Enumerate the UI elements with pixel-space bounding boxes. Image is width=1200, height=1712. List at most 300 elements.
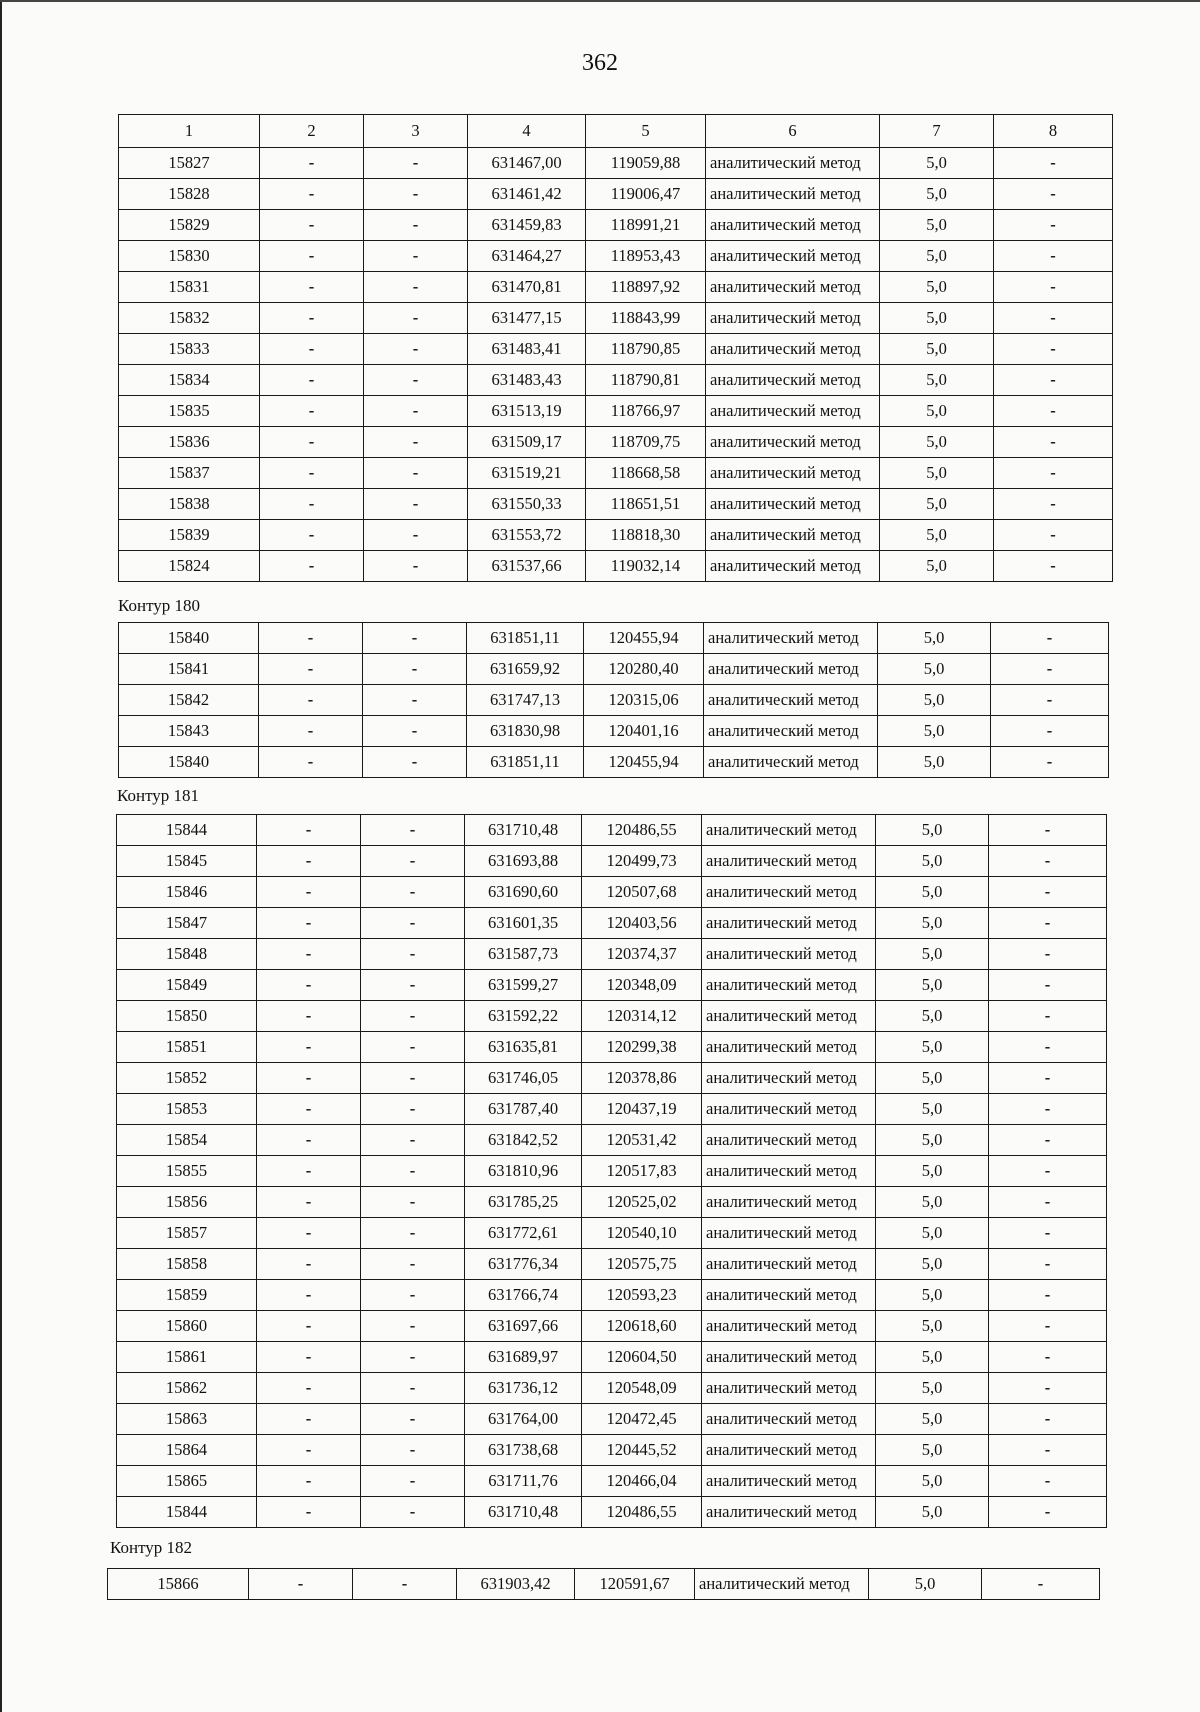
method-cell: аналитический метод <box>706 396 880 427</box>
col3-cell: - <box>364 365 468 396</box>
method-cell: аналитический метод <box>702 1156 876 1187</box>
col2-cell: - <box>257 1466 361 1497</box>
coord-x-cell: 631851,11 <box>467 623 584 654</box>
coord-x-cell: 631710,48 <box>465 1497 582 1528</box>
table-row <box>117 846 1107 877</box>
table-row <box>119 551 1113 582</box>
accuracy-cell: 5,0 <box>876 1404 989 1435</box>
method-cell: аналитический метод <box>702 1342 876 1373</box>
point-number-cell: 15832 <box>119 303 260 334</box>
method-cell: аналитический метод <box>702 1435 876 1466</box>
method-cell: аналитический метод <box>695 1569 869 1600</box>
coord-x-cell: 631710,48 <box>465 815 582 846</box>
col8-cell: - <box>994 489 1113 520</box>
col8-cell: - <box>989 1001 1107 1032</box>
col3-cell: - <box>361 939 465 970</box>
accuracy-cell: 5,0 <box>876 1373 989 1404</box>
col8-cell: - <box>989 1342 1107 1373</box>
accuracy-cell: 5,0 <box>880 489 994 520</box>
col8-cell: - <box>994 241 1113 272</box>
col2-cell: - <box>259 747 363 778</box>
col8-cell: - <box>989 1063 1107 1094</box>
col2-cell: - <box>257 1497 361 1528</box>
table-row <box>119 489 1113 520</box>
point-number-cell: 15853 <box>117 1094 257 1125</box>
point-number-cell: 15855 <box>117 1156 257 1187</box>
col3-cell: - <box>361 1435 465 1466</box>
method-cell: аналитический метод <box>702 939 876 970</box>
accuracy-cell: 5,0 <box>878 747 991 778</box>
point-number-cell: 15864 <box>117 1435 257 1466</box>
scan-edge-top <box>0 0 1200 2</box>
col2-cell: - <box>257 1032 361 1063</box>
coord-x-cell: 631461,42 <box>468 179 586 210</box>
coord-x-cell: 631903,42 <box>457 1569 575 1600</box>
point-number-cell: 15844 <box>117 815 257 846</box>
col8-cell: - <box>991 716 1109 747</box>
point-number-cell: 15846 <box>117 877 257 908</box>
accuracy-cell: 5,0 <box>880 241 994 272</box>
accuracy-cell: 5,0 <box>876 877 989 908</box>
method-cell: аналитический метод <box>702 1094 876 1125</box>
col3-cell: - <box>361 908 465 939</box>
point-number-cell: 15861 <box>117 1342 257 1373</box>
accuracy-cell: 5,0 <box>876 846 989 877</box>
point-number-cell: 15834 <box>119 365 260 396</box>
col3-cell: - <box>364 551 468 582</box>
method-cell: аналитический метод <box>704 747 878 778</box>
method-cell: аналитический метод <box>706 241 880 272</box>
coord-y-cell: 120403,56 <box>582 908 702 939</box>
col2-cell: - <box>257 1373 361 1404</box>
coord-y-cell: 118897,92 <box>586 272 706 303</box>
accuracy-cell: 5,0 <box>876 1125 989 1156</box>
accuracy-cell: 5,0 <box>876 1094 989 1125</box>
point-number-cell: 15849 <box>117 970 257 1001</box>
point-number-cell: 15842 <box>119 685 259 716</box>
point-number-cell: 15866 <box>108 1569 249 1600</box>
col3-cell: - <box>361 1218 465 1249</box>
accuracy-cell: 5,0 <box>880 427 994 458</box>
scan-edge-left <box>0 0 2 1712</box>
col3-cell: - <box>363 654 467 685</box>
accuracy-cell: 5,0 <box>880 179 994 210</box>
point-number-cell: 15837 <box>119 458 260 489</box>
coord-y-cell: 120604,50 <box>582 1342 702 1373</box>
coord-y-cell: 120348,09 <box>582 970 702 1001</box>
accuracy-cell: 5,0 <box>876 1435 989 1466</box>
method-cell: аналитический метод <box>706 303 880 334</box>
col2-cell: - <box>257 1125 361 1156</box>
col3-cell: - <box>361 877 465 908</box>
col2-cell: - <box>257 1280 361 1311</box>
table-row <box>117 1373 1107 1404</box>
col2-cell: - <box>257 1187 361 1218</box>
coord-y-cell: 120486,55 <box>582 815 702 846</box>
contour-label: Контур 182 <box>110 1538 193 1557</box>
col8-cell: - <box>989 877 1107 908</box>
col3-cell: - <box>364 303 468 334</box>
point-number-cell: 15840 <box>119 623 259 654</box>
accuracy-cell: 5,0 <box>876 1249 989 1280</box>
method-cell: аналитический метод <box>706 334 880 365</box>
coord-y-cell: 120314,12 <box>582 1001 702 1032</box>
header-cell: 7 <box>880 115 994 148</box>
table-row <box>119 427 1113 458</box>
col2-cell: - <box>259 716 363 747</box>
table-row <box>119 396 1113 427</box>
point-number-cell: 15827 <box>119 148 260 179</box>
col3-cell: - <box>364 396 468 427</box>
table-row <box>119 241 1113 272</box>
col3-cell: - <box>364 520 468 551</box>
coord-x-cell: 631693,88 <box>465 846 582 877</box>
coord-y-cell: 118790,81 <box>586 365 706 396</box>
col2-cell: - <box>260 148 364 179</box>
coord-y-cell: 120455,94 <box>584 747 704 778</box>
accuracy-cell: 5,0 <box>876 1156 989 1187</box>
col8-cell: - <box>989 815 1107 846</box>
col8-cell: - <box>989 939 1107 970</box>
point-number-cell: 15854 <box>117 1125 257 1156</box>
method-cell: аналитический метод <box>704 654 878 685</box>
table-row <box>117 1311 1107 1342</box>
method-cell: аналитический метод <box>702 908 876 939</box>
coord-x-cell: 631810,96 <box>465 1156 582 1187</box>
accuracy-cell: 5,0 <box>878 623 991 654</box>
method-cell: аналитический метод <box>706 365 880 396</box>
coord-x-cell: 631553,72 <box>468 520 586 551</box>
col8-cell: - <box>994 210 1113 241</box>
point-number-cell: 15847 <box>117 908 257 939</box>
col2-cell: - <box>260 489 364 520</box>
col2-cell: - <box>257 877 361 908</box>
coord-x-cell: 631467,00 <box>468 148 586 179</box>
method-cell: аналитический метод <box>706 551 880 582</box>
accuracy-cell: 5,0 <box>876 1342 989 1373</box>
contour-label: Контур 181 <box>117 786 200 805</box>
col8-cell: - <box>994 551 1113 582</box>
table-row <box>117 1497 1107 1528</box>
coord-y-cell: 119006,47 <box>586 179 706 210</box>
col2-cell: - <box>260 520 364 551</box>
col8-cell: - <box>991 747 1109 778</box>
point-number-cell: 15859 <box>117 1280 257 1311</box>
coord-y-cell: 120472,45 <box>582 1404 702 1435</box>
method-cell: аналитический метод <box>702 1001 876 1032</box>
col2-cell: - <box>257 846 361 877</box>
col3-cell: - <box>361 1466 465 1497</box>
method-cell: аналитический метод <box>702 1497 876 1528</box>
coord-y-cell: 120299,38 <box>582 1032 702 1063</box>
col3-cell: - <box>361 1342 465 1373</box>
table-row <box>117 1280 1107 1311</box>
coord-y-cell: 120525,02 <box>582 1187 702 1218</box>
coord-y-cell: 120591,67 <box>575 1569 695 1600</box>
point-number-cell: 15863 <box>117 1404 257 1435</box>
point-number-cell: 15831 <box>119 272 260 303</box>
col3-cell: - <box>353 1569 457 1600</box>
col3-cell: - <box>364 272 468 303</box>
col2-cell: - <box>260 551 364 582</box>
col3-cell: - <box>364 148 468 179</box>
coord-y-cell: 120531,42 <box>582 1125 702 1156</box>
header-row <box>119 115 1113 148</box>
point-number-cell: 15836 <box>119 427 260 458</box>
col8-cell: - <box>989 1497 1107 1528</box>
col3-cell: - <box>361 1094 465 1125</box>
accuracy-cell: 5,0 <box>876 1497 989 1528</box>
col3-cell: - <box>364 489 468 520</box>
accuracy-cell: 5,0 <box>876 1466 989 1497</box>
table-row <box>119 210 1113 241</box>
method-cell: аналитический метод <box>706 489 880 520</box>
method-cell: аналитический метод <box>706 520 880 551</box>
table-row <box>108 1569 1100 1600</box>
table-row <box>119 520 1113 551</box>
col3-cell: - <box>361 1125 465 1156</box>
col3-cell: - <box>361 1404 465 1435</box>
point-number-cell: 15851 <box>117 1032 257 1063</box>
coord-x-cell: 631519,21 <box>468 458 586 489</box>
col8-cell: - <box>994 458 1113 489</box>
accuracy-cell: 5,0 <box>876 1187 989 1218</box>
coord-x-cell: 631513,19 <box>468 396 586 427</box>
point-number-cell: 15843 <box>119 716 259 747</box>
coord-y-cell: 120466,04 <box>582 1466 702 1497</box>
header-cell: 2 <box>260 115 364 148</box>
coord-x-cell: 631659,92 <box>467 654 584 685</box>
coord-x-cell: 631550,33 <box>468 489 586 520</box>
page-number: 362 <box>582 50 618 76</box>
col3-cell: - <box>361 1001 465 1032</box>
col3-cell: - <box>361 1063 465 1094</box>
col3-cell: - <box>364 458 468 489</box>
coord-x-cell: 631851,11 <box>467 747 584 778</box>
table-row <box>119 716 1109 747</box>
point-number-cell: 15862 <box>117 1373 257 1404</box>
method-cell: аналитический метод <box>702 1466 876 1497</box>
accuracy-cell: 5,0 <box>876 815 989 846</box>
coord-y-cell: 120445,52 <box>582 1435 702 1466</box>
col8-cell: - <box>994 334 1113 365</box>
method-cell: аналитический метод <box>706 179 880 210</box>
coord-y-cell: 118651,51 <box>586 489 706 520</box>
col2-cell: - <box>260 427 364 458</box>
method-cell: аналитический метод <box>702 846 876 877</box>
header-cell: 8 <box>994 115 1113 148</box>
method-cell: аналитический метод <box>702 1373 876 1404</box>
col8-cell: - <box>989 1435 1107 1466</box>
col8-cell: - <box>989 1311 1107 1342</box>
coord-x-cell: 631689,97 <box>465 1342 582 1373</box>
col3-cell: - <box>361 1032 465 1063</box>
table-row <box>119 685 1109 716</box>
coord-y-cell: 120280,40 <box>584 654 704 685</box>
col2-cell: - <box>260 272 364 303</box>
col3-cell: - <box>363 623 467 654</box>
coord-y-cell: 120540,10 <box>582 1218 702 1249</box>
point-number-cell: 15838 <box>119 489 260 520</box>
coord-y-cell: 119059,88 <box>586 148 706 179</box>
coord-y-cell: 118991,21 <box>586 210 706 241</box>
table-row <box>119 747 1109 778</box>
coord-x-cell: 631537,66 <box>468 551 586 582</box>
coord-y-cell: 118843,99 <box>586 303 706 334</box>
accuracy-cell: 5,0 <box>876 1280 989 1311</box>
table-row <box>119 272 1113 303</box>
table-row <box>117 1404 1107 1435</box>
col3-cell: - <box>361 1311 465 1342</box>
col2-cell: - <box>260 210 364 241</box>
coord-x-cell: 631746,05 <box>465 1063 582 1094</box>
table-row <box>117 1063 1107 1094</box>
coord-y-cell: 120378,86 <box>582 1063 702 1094</box>
table-row <box>119 458 1113 489</box>
coord-x-cell: 631483,43 <box>468 365 586 396</box>
col2-cell: - <box>260 334 364 365</box>
point-number-cell: 15833 <box>119 334 260 365</box>
coord-x-cell: 631599,27 <box>465 970 582 1001</box>
point-number-cell: 15845 <box>117 846 257 877</box>
point-number-cell: 15844 <box>117 1497 257 1528</box>
col8-cell: - <box>989 1373 1107 1404</box>
col3-cell: - <box>361 1280 465 1311</box>
coord-y-cell: 120618,60 <box>582 1311 702 1342</box>
accuracy-cell: 5,0 <box>876 970 989 1001</box>
col3-cell: - <box>364 179 468 210</box>
col3-cell: - <box>361 1156 465 1187</box>
col2-cell: - <box>257 1001 361 1032</box>
table-row <box>119 179 1113 210</box>
method-cell: аналитический метод <box>702 877 876 908</box>
col3-cell: - <box>361 1249 465 1280</box>
accuracy-cell: 5,0 <box>876 1311 989 1342</box>
coord-y-cell: 119032,14 <box>586 551 706 582</box>
point-number-cell: 15835 <box>119 396 260 427</box>
col2-cell: - <box>260 241 364 272</box>
col8-cell: - <box>991 623 1109 654</box>
point-number-cell: 15850 <box>117 1001 257 1032</box>
point-number-cell: 15852 <box>117 1063 257 1094</box>
col2-cell: - <box>257 970 361 1001</box>
col2-cell: - <box>257 1063 361 1094</box>
method-cell: аналитический метод <box>704 623 878 654</box>
col2-cell: - <box>257 939 361 970</box>
col3-cell: - <box>364 427 468 458</box>
coord-x-cell: 631477,15 <box>468 303 586 334</box>
coord-x-cell: 631483,41 <box>468 334 586 365</box>
accuracy-cell: 5,0 <box>878 716 991 747</box>
header-cell: 6 <box>706 115 880 148</box>
point-number-cell: 15841 <box>119 654 259 685</box>
table-row <box>117 970 1107 1001</box>
accuracy-cell: 5,0 <box>880 365 994 396</box>
coord-x-cell: 631766,74 <box>465 1280 582 1311</box>
col8-cell: - <box>989 1249 1107 1280</box>
coord-x-cell: 631772,61 <box>465 1218 582 1249</box>
coord-x-cell: 631764,00 <box>465 1404 582 1435</box>
point-number-cell: 15856 <box>117 1187 257 1218</box>
table-row <box>117 1001 1107 1032</box>
accuracy-cell: 5,0 <box>880 520 994 551</box>
col2-cell: - <box>257 1249 361 1280</box>
col2-cell: - <box>259 654 363 685</box>
col8-cell: - <box>989 1094 1107 1125</box>
col8-cell: - <box>989 908 1107 939</box>
header-cell: 5 <box>586 115 706 148</box>
col2-cell: - <box>260 365 364 396</box>
coord-y-cell: 120575,75 <box>582 1249 702 1280</box>
accuracy-cell: 5,0 <box>878 654 991 685</box>
accuracy-cell: 5,0 <box>878 685 991 716</box>
col3-cell: - <box>363 716 467 747</box>
method-cell: аналитический метод <box>702 1249 876 1280</box>
point-number-cell: 15829 <box>119 210 260 241</box>
coord-y-cell: 120486,55 <box>582 1497 702 1528</box>
method-cell: аналитический метод <box>704 685 878 716</box>
coord-y-cell: 120507,68 <box>582 877 702 908</box>
coord-x-cell: 631459,83 <box>468 210 586 241</box>
point-number-cell: 15840 <box>119 747 259 778</box>
col8-cell: - <box>994 365 1113 396</box>
col3-cell: - <box>361 1497 465 1528</box>
method-cell: аналитический метод <box>706 148 880 179</box>
coord-y-cell: 118709,75 <box>586 427 706 458</box>
col2-cell: - <box>257 1404 361 1435</box>
col2-cell: - <box>259 623 363 654</box>
col8-cell: - <box>989 970 1107 1001</box>
coord-x-cell: 631587,73 <box>465 939 582 970</box>
col8-cell: - <box>989 846 1107 877</box>
coord-x-cell: 631738,68 <box>465 1435 582 1466</box>
table-row <box>117 1435 1107 1466</box>
coord-y-cell: 120548,09 <box>582 1373 702 1404</box>
table-row <box>119 654 1109 685</box>
coord-x-cell: 631635,81 <box>465 1032 582 1063</box>
method-cell: аналитический метод <box>702 1404 876 1435</box>
coord-x-cell: 631785,25 <box>465 1187 582 1218</box>
col2-cell: - <box>260 179 364 210</box>
coord-y-cell: 118790,85 <box>586 334 706 365</box>
accuracy-cell: 5,0 <box>880 303 994 334</box>
coord-y-cell: 118766,97 <box>586 396 706 427</box>
table-row <box>117 1218 1107 1249</box>
coord-x-cell: 631690,60 <box>465 877 582 908</box>
method-cell: аналитический метод <box>702 1187 876 1218</box>
coord-x-cell: 631842,52 <box>465 1125 582 1156</box>
coord-y-cell: 120455,94 <box>584 623 704 654</box>
col2-cell: - <box>257 1342 361 1373</box>
table-row <box>117 1466 1107 1497</box>
accuracy-cell: 5,0 <box>876 1032 989 1063</box>
table-row <box>117 908 1107 939</box>
accuracy-cell: 5,0 <box>869 1569 982 1600</box>
coord-x-cell: 631830,98 <box>467 716 584 747</box>
method-cell: аналитический метод <box>704 716 878 747</box>
point-number-cell: 15858 <box>117 1249 257 1280</box>
coord-x-cell: 631601,35 <box>465 908 582 939</box>
accuracy-cell: 5,0 <box>880 551 994 582</box>
table-row <box>117 1094 1107 1125</box>
accuracy-cell: 5,0 <box>880 334 994 365</box>
coord-y-cell: 120401,16 <box>584 716 704 747</box>
point-number-cell: 15828 <box>119 179 260 210</box>
point-number-cell: 15824 <box>119 551 260 582</box>
col2-cell: - <box>257 1156 361 1187</box>
table-row <box>119 303 1113 334</box>
col2-cell: - <box>257 1435 361 1466</box>
